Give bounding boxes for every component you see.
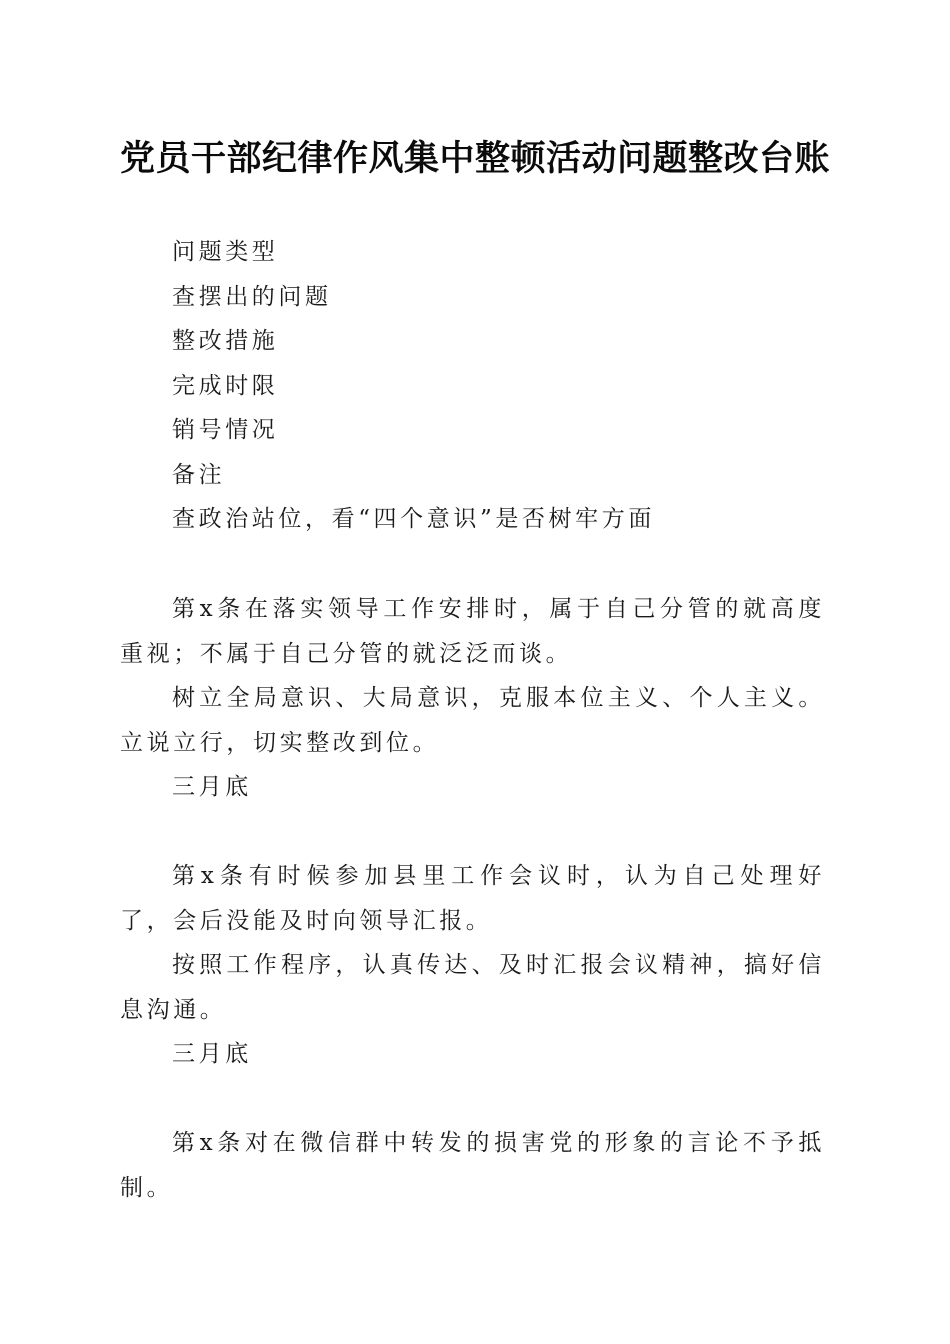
header-closure-status: 销号情况 <box>172 417 279 443</box>
entry-3-problem: 第x条对在微信群中转发的损害党的形象的言论不予抵制。 <box>120 1130 825 1201</box>
header-rectification-measures: 整改措施 <box>172 328 279 354</box>
header-problem-type: 问题类型 <box>172 239 279 265</box>
entry-2-measure: 按照工作程序，认真传达、及时汇报会议精神，搞好信息沟通。 <box>120 952 825 1023</box>
document-title: 党员干部纪律作风集中整顿活动问题整改台账 <box>119 139 830 179</box>
header-completion-deadline: 完成时限 <box>172 372 279 399</box>
header-identified-problems: 查摆出的问题 <box>172 283 332 310</box>
entry-2-problem: 第x条有时候参加县里工作会议时，认为自己处理好了，会后没能及时向领导汇报。 <box>120 863 825 934</box>
entries-list <box>120 587 825 1210</box>
entry-spacer <box>120 810 825 855</box>
entry-1-deadline: 三月底 <box>172 774 252 800</box>
entry-1-problem: 第x条在落实领导工作安排时，属于自己分管的就高度重视；不属于自己分管的就泛泛而谈。 <box>120 596 825 667</box>
section-heading-political-stance: 查政治站位，看“四个意识”是否树牢方面 <box>172 506 655 532</box>
entry-2-deadline: 三月底 <box>172 1041 252 1067</box>
entry-1-measure: 树立全局意识、大局意识，克服本位主义、个人主义。立说立行，切实整改到位。 <box>120 685 825 756</box>
column-headers <box>120 230 825 542</box>
header-remarks: 备注 <box>172 461 226 488</box>
entry-spacer <box>120 1077 825 1122</box>
